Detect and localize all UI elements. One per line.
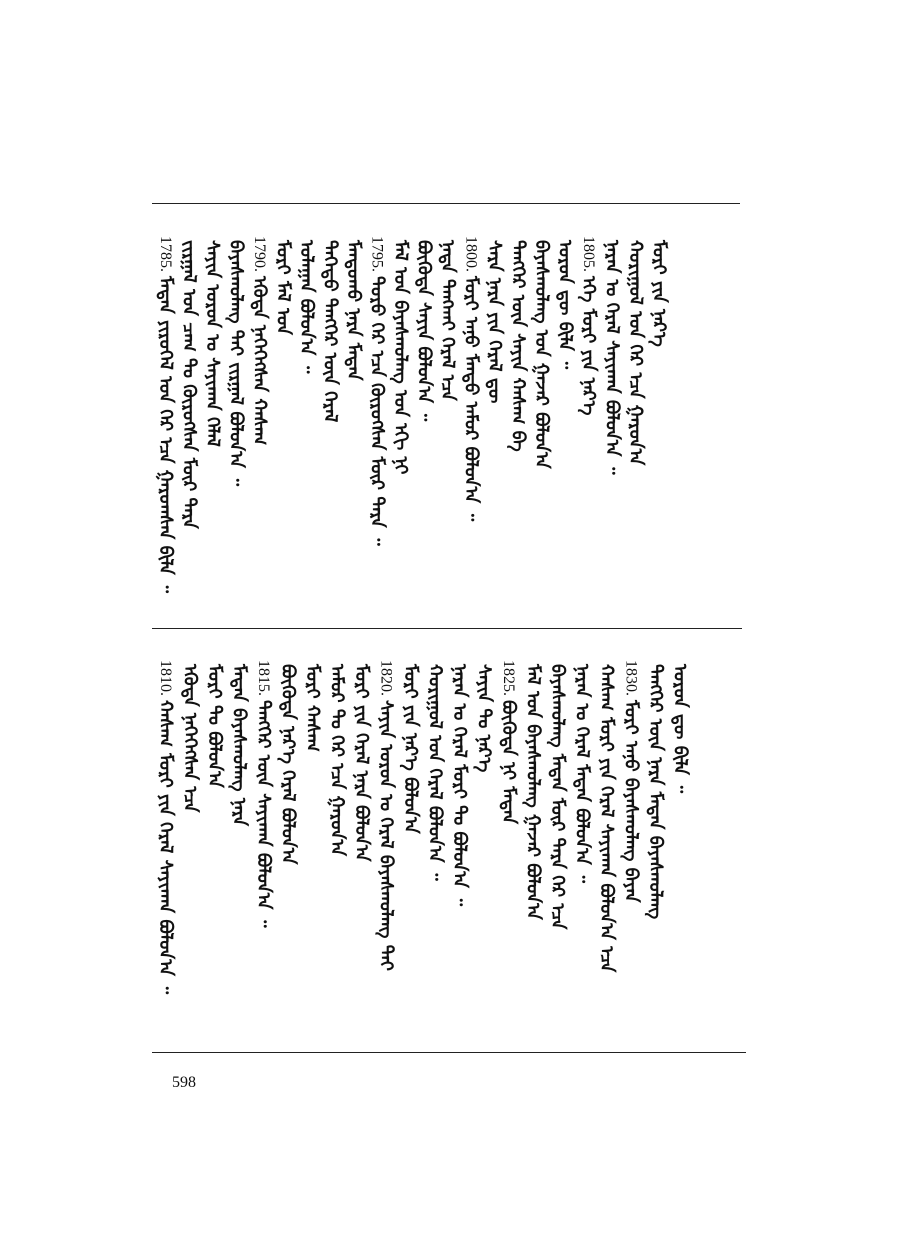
verse-line [340, 236, 366, 381]
verse-line [646, 236, 672, 347]
verse-line [528, 236, 554, 469]
verse-line [622, 236, 648, 465]
verse-text: ᠰᠠᠶᠢᠨ ᠣᠷᠣᠨ ᠤ ᠰᠠᠶᠢᠬᠠᠨ ᠬᠡᠯᠡᠯ [202, 240, 223, 447]
verse-text: ᠡᠬᠡ ᠮᠣᠷᠢ ᠶᠢᠨ ᠨᠡᠷ᠎ᠡ [578, 276, 599, 416]
bottom-rule [152, 1052, 746, 1053]
poem-block-top [152, 236, 672, 593]
verse-text: ᠬᠠᠰᠠᠭ ᠮᠣᠷᠢ ᠶᠢᠨ ᠭᠡᠷᠡᠯ ᠰᠠᠶᠢᠬᠠᠨ ᠪᠣᠯᠤᠨ᠎ᠠ ᠡᠴᠡ [596, 664, 617, 973]
verse-text: ᠳᠡᠭᠡᠳᠦ ᠲᠡᠩᠭᠡᠷ ᠦᠨ ᠭᠡᠷᠡᠯ [319, 240, 341, 423]
verse-text: ᠡᠭᠦᠳᠡ ᠨᠡᠭᠡᠭᠡᠭᠰᠡᠨ ᠬᠠᠰᠠᠭ [249, 276, 270, 446]
line-number: 1790. [251, 236, 268, 272]
verse-line [471, 660, 497, 772]
verse-text: ᠰᠠᠶᠢᠨ ᠲᠤ ᠨᠡᠷ᠎ᠡ [473, 664, 495, 773]
verse-text: ᠮᠣᠷᠢ ᠮᠠᠯ ᠤᠨ [272, 240, 294, 335]
verse-text: ᠰᠠᠷᠠ ᠨᠠᠷᠠ ᠶᠢᠨ ᠭᠡᠷᠡᠯ ᠳᠦ [484, 240, 505, 404]
verse-line [201, 660, 227, 788]
verse-text: ᠮᠣᠷᠢ ᠬᠠᠰᠠᠭ [302, 664, 323, 752]
verse-line [250, 660, 276, 928]
line-number: 1785. [157, 236, 174, 272]
verse-line [599, 236, 625, 475]
verse-text: ᠬᠣᠷᠢᠭᠤᠯ ᠤᠨ ᠭᠡᠷᠡᠯ ᠪᠣᠯᠤᠨ᠎ᠠ ᠃ [424, 664, 446, 881]
verse-line [434, 236, 460, 401]
verse-line [299, 660, 325, 752]
verse-line [152, 236, 178, 593]
verse-line [520, 660, 546, 920]
verse-line [223, 236, 249, 486]
verse-text: ᠪᠦᠭᠦᠳᠡ ᠨᠢ ᠮᠡᠳᠡᠨ [498, 700, 519, 825]
verse-text: ᠮᠣᠷᠢ ᠠᠨᠤ ᠮᠡᠨᠳᠦ ᠠᠮᠤᠷ ᠪᠣᠯᠤᠨ᠎ᠠ ᠃ [460, 276, 482, 522]
verse-line [544, 660, 570, 929]
verse-text: ᠡᠭᠦᠳᠡ ᠨᠡᠭᠡᠭᠡᠭᠰᠡᠨ ᠡᠴᠡ [179, 664, 201, 813]
line-number: 1810. [157, 660, 174, 696]
verse-line [422, 660, 448, 881]
verse-text: ᠮᠡᠳᠡᠨ ᠪᠠᠶᠠᠰᠬᠤᠯᠠᠩ ᠨᠠᠷᠠ [228, 664, 250, 827]
verse-text: ᠪᠠᠶᠠᠰᠬᠤᠯᠠᠩ ᠮᠡᠳᠡᠨ ᠮᠦᠷ ᠲᠡᠷᠡ ᠭᠡᠷ ᠡᠴᠡ [547, 664, 568, 930]
line-number: 1815. [255, 660, 272, 696]
verse-text: ᠪᠦᠭᠦᠳᠡ ᠨᠡᠷ᠎ᠡ ᠭᠡᠷᠡᠯ ᠪᠣᠯᠤᠨ᠎ᠠ [277, 664, 299, 865]
verse-text: ᠮᠠᠯ ᠤᠨ ᠪᠠᠶᠠᠰᠬᠤᠯᠠᠩ ᠭᠠᠵᠠᠷ ᠪᠣᠯᠤᠨ᠎ᠠ [522, 664, 544, 920]
top-rule [152, 203, 740, 204]
verse-text: ᠨᠠᠷᠠᠨ ᠤ ᠭᠡᠷᠡᠯ ᠮᠡᠳᠡᠨ ᠪᠣᠯᠤᠨ᠎ᠠ ᠃ [571, 664, 593, 883]
verse-line [505, 236, 531, 452]
verse-line [411, 236, 437, 421]
verse-line [176, 236, 202, 529]
verse-text: ᠮᠣᠷᠢ ᠶᠢᠨ ᠭᠡᠷᠡᠯ ᠨᠠᠷᠠ ᠪᠣᠯᠤᠨ᠎ᠠ [351, 664, 372, 862]
verse-text: ᠮᠣᠷᠢ ᠶᠢᠨ ᠨᠡᠷ᠎ᠡ ᠪᠣᠯᠤᠨ᠎ᠠ [400, 664, 421, 834]
verse-text: ᠤᠯᠠᠭᠠᠨ ᠪᠣᠯᠤᠨ᠎ᠠ ᠃ [296, 240, 317, 374]
line-number: 1805. [580, 236, 597, 272]
verse-text: ᠮᠠᠨᠳᠤᠬᠤ ᠨᠠᠷᠠ ᠮᠡᠳᠡᠨ [343, 240, 364, 381]
verse-line [199, 236, 225, 447]
verse-line [246, 236, 272, 445]
verse-text: ᠮᠣᠷᠢ ᠲᠤ ᠪᠣᠯᠤᠨ᠎ᠠ [204, 664, 225, 788]
poem-block-bottom [152, 660, 697, 995]
verse-line [569, 660, 595, 883]
verse-text: ᠨᠠᠳᠠ ᠲᠠᠩᠬᠠᠢ ᠭᠡᠷᠡᠯ ᠡᠴᠡ [437, 240, 458, 401]
verse-text: ᠲᠡᠩᠭᠡᠷ ᠦᠨ ᠰᠠᠶᠢᠬᠠᠨ ᠪᠣᠯᠤᠨ᠎ᠠ ᠃ [253, 700, 274, 928]
verse-text: ᠪᠠᠶᠠᠰᠬᠤᠯᠠᠩ ᠤᠨ ᠭᠠᠵᠠᠷ ᠪᠣᠯᠤᠨ᠎ᠠ [531, 240, 552, 469]
verse-text: ᠲᠡᠩᠭᠡᠷ ᠦᠨ ᠰᠠᠶᠢᠨ ᠬᠠᠰᠠᠭ ᠪᠠ [507, 240, 529, 452]
verse-text: ᠵᠢᠷᠭᠠᠯ ᠤᠨ ᠴᠠᠭ ᠲᠤ ᠬᠦᠷᠦᠭᠰᠡᠨ ᠮᠦᠷ ᠲᠡᠷᠡ [178, 240, 200, 529]
verse-text: ᠪᠦᠭᠦᠳᠡ ᠰᠠᠶᠢᠨ ᠪᠣᠯᠤᠨ᠎ᠠ ᠃ [413, 240, 435, 422]
verse-line [552, 236, 578, 369]
verse-text: ᠰᠠᠶᠢᠨ ᠣᠷᠣᠨ ᠤ ᠭᠡᠷᠡᠯ ᠪᠠᠶᠠᠰᠬᠤᠯᠠᠩ ᠲᠠᠶ [375, 700, 397, 971]
verse-line [667, 660, 693, 793]
verse-line [226, 660, 252, 826]
line-number: 1795. [368, 236, 386, 272]
line-number: 1825. [500, 660, 517, 696]
verse-text: ᠲᠡᠩᠭᠡᠷ ᠦᠨ ᠨᠠᠷᠠ ᠮᠡᠳᠡᠨ ᠪᠠᠶᠠᠰᠬᠤᠯᠠᠩ [645, 664, 666, 920]
verse-text: ᠬᠠᠰᠠᠭ ᠮᠣᠷᠢ ᠶᠢᠨ ᠭᠡᠷᠡᠯ ᠰᠠᠶᠢᠬᠠᠨ ᠪᠣᠯᠤᠨ᠎ᠠ ᠃ [155, 700, 176, 995]
verse-line [446, 660, 472, 906]
verse-line [642, 660, 668, 919]
line-number: 1820. [377, 660, 395, 696]
verse-line [270, 236, 296, 335]
verse-line [152, 660, 178, 994]
page-number: 598 [172, 1074, 196, 1091]
verse-text: ᠬᠣᠷᠢᠭᠤᠯ ᠤᠨ ᠭᠡᠷ ᠡᠴᠡ ᠭᠠᠷᠤᠨ᠎ᠠ [625, 240, 646, 466]
verse-line [348, 660, 374, 862]
verse-line [324, 660, 350, 856]
verse-line [593, 660, 619, 972]
verse-line [177, 660, 203, 812]
verse-text: ᠠᠮᠤᠷ ᠲᠤ ᠭᠡᠷ ᠡᠴᠡ ᠭᠠᠷᠤᠨ᠎ᠠ [326, 664, 348, 857]
verse-line [397, 660, 423, 834]
verse-line [575, 236, 601, 415]
verse-line [618, 660, 644, 903]
verse-text: ᠮᠠᠯ ᠤᠨ ᠪᠠᠶᠠᠰᠬᠤᠯᠠᠩ ᠤᠨ ᠡᠬᠢ ᠨᠢ [390, 240, 411, 475]
middle-rule [152, 628, 742, 629]
verse-text: ᠪᠠᠶᠠᠰᠬᠤᠯᠠᠩ ᠲᠠᠶ ᠵᠢᠷᠭᠠᠯ ᠪᠣᠯᠤᠨ᠎ᠠ ᠃ [225, 240, 247, 487]
verse-line [458, 236, 484, 521]
verse-text: ᠣᠷᠣᠨ ᠳᠦ ᠪᠢᠯᠡ ᠃ [554, 240, 576, 370]
verse-line [317, 236, 343, 422]
line-number: 1830. [622, 660, 640, 696]
verse-text: ᠮᠡᠳᠡᠨ ᠶᠢᠷᠦᠭᠡᠯ ᠤᠨ ᠭᠡᠷ ᠡᠴᠡ ᠭᠠᠷᠤᠭᠰᠠᠨ ᠪᠢᠯᠡ ᠃ [155, 276, 176, 593]
verse-line [373, 660, 399, 971]
verse-line [275, 660, 301, 864]
verse-line [495, 660, 521, 824]
line-number: 1800. [462, 236, 480, 272]
verse-line [364, 236, 390, 546]
verse-text: ᠮᠣᠷᠢ ᠠᠨᠤ ᠪᠠᠶᠠᠰᠬᠤᠯᠠᠩ ᠪᠠᠶᠠᠨ [620, 700, 642, 903]
verse-text: ᠨᠠᠷᠠᠨ ᠤ ᠭᠡᠷᠡᠯ ᠰᠠᠶᠢᠬᠠᠨ ᠪᠣᠯᠤᠨ᠎ᠠ ᠃ [601, 240, 623, 475]
verse-text: ᠮᠣᠷᠢ ᠶᠢᠨ ᠨᠡᠷ᠎ᠡ [648, 240, 670, 347]
verse-text: ᠨᠠᠷᠠᠨ ᠤ ᠭᠡᠷᠡᠯ ᠮᠣᠷᠢ ᠲᠤ ᠪᠣᠯᠤᠨ᠎ᠠ ᠃ [449, 664, 470, 907]
verse-text: ᠣᠷᠣᠨ ᠳᠦ ᠪᠢᠯᠡ ᠃ [669, 664, 691, 794]
verse-line [481, 236, 507, 403]
verse-line [387, 236, 413, 474]
verse-text: ᠲᠣᠷᠣ ᠭᠡᠷ ᠡᠴᠡ ᠬᠦᠷᠦᠭᠰᠡᠨ ᠮᠦᠷ ᠲᠡᠷᠡ ᠃ [366, 276, 388, 546]
verse-line [293, 236, 319, 373]
